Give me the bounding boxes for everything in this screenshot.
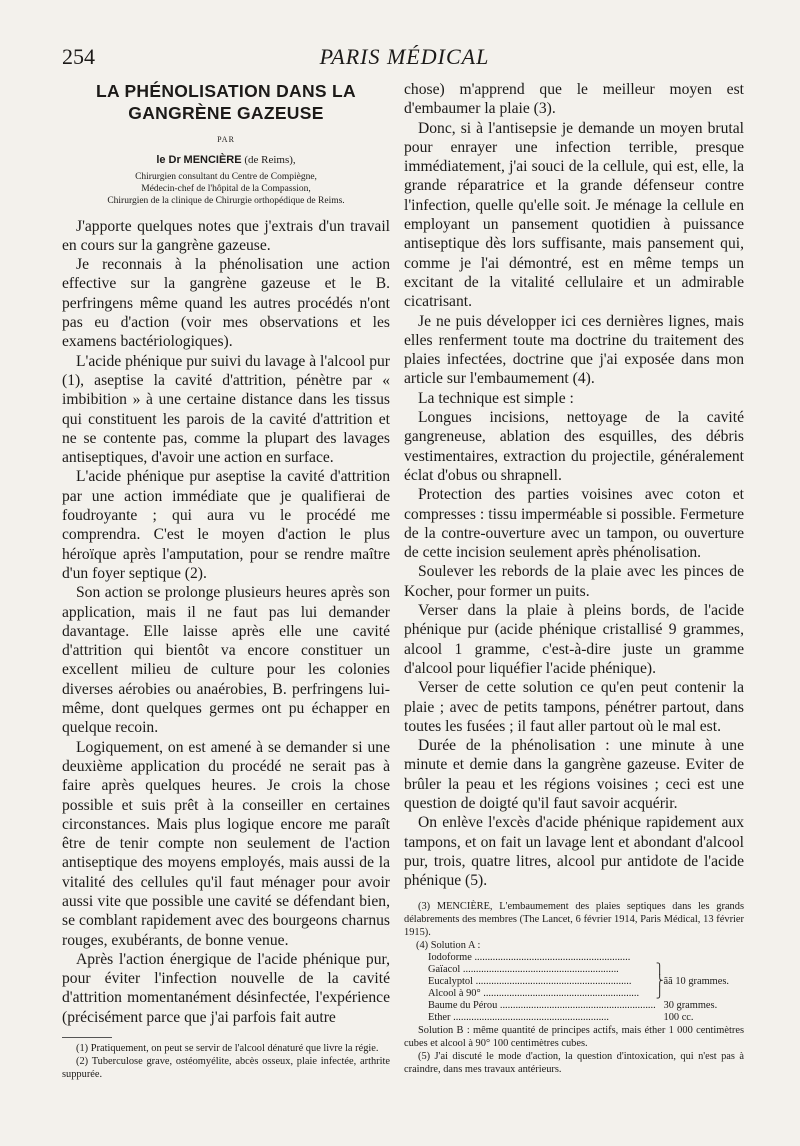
left-column	[62, 80, 390, 1081]
footnote-3: (3) MENCIÈRE, L'embaumement des plaies septiques dans les grands délabrements des membres (The Lancet, 6 février 1914, Paris Médical, 13 février 1915).	[404, 901, 744, 939]
author-name: MENCIÈRE	[183, 154, 242, 167]
solution-row	[428, 1012, 729, 1024]
footnote-2: (2) Tuberculose grave, ostéomyélite, abcès osseux, plaie infectée, arthrite suppurée.	[62, 1056, 390, 1081]
body-paragraph: Longues incisions, nettoyage de la cavité gangreneuse, ablation des esquilles, des débris vestimentaires, extraction du projectile, généralement éclat d'obus ou shrapnell.	[404, 409, 744, 484]
brace-mark	[656, 952, 664, 964]
page-number: 254	[62, 44, 95, 69]
article-title	[62, 80, 390, 124]
ingredient-name: Alcool à 90° ............................................................	[428, 988, 640, 1000]
brace-mark: ⎬	[655, 976, 664, 988]
ingredient-quantity	[664, 988, 730, 1000]
body-paragraph: Verser de cette solution ce qu'en peut contenir la plaie ; avec de petits tampons, pénétrer partout, dans toutes les fusées ; il faut aller partout où le mal est.	[404, 679, 744, 735]
affiliation: Chirurgien de la clinique de Chirurgie orthopédique de Reims.	[107, 195, 345, 206]
ingredient-quantity: 30 grammes.	[663, 1000, 718, 1012]
page-header	[62, 44, 747, 74]
brace-mark	[656, 1000, 664, 1012]
solution-a-table	[428, 952, 729, 1024]
body-paragraph: Soulever les rebords de la plaie avec les pinces de Kocher, pour former un puits.	[404, 563, 744, 600]
brace-mark: ⎫	[655, 964, 664, 976]
brace-mark	[656, 1012, 664, 1024]
body-paragraph: Protection des parties voisines avec coton et compresses : tissu imperméable si possible. Fermeture de la contre-ouverture avec un tampon, ou ouverture de cette incision seulement après phénolisation.	[404, 486, 744, 562]
body-paragraph: Je ne puis développer ici ces dernières lignes, mais elles renferment toute ma doctrine du traitement des plaies infectées, doctrine que j'ai exposée dans mon article sur l'embaumement (4).	[404, 312, 744, 388]
solution-row	[428, 988, 729, 1000]
right-column	[404, 80, 744, 1076]
body-paragraph: Après l'action énergique de l'acide phénique pur, pour éviter l'infection nouvelle de la cavité d'attrition momentanément désinfectée, l'expérience (précisément parce que j'ai parfois fait autre	[62, 950, 390, 1026]
body-paragraph: Logiquement, on est amené à se demander si une deuxième application du procédé ne serait pas à faire après quelques heures. Je crois la chose possible et suis prêt à la conseiller en certaines circonstances. Mais plus logique encore me paraît être de tenir compte non seulement de l'action antiseptique des moyens employés, mais aussi de la vitalité des cellules qu'il faut ménager pour avoir aussi vite que possible une cavité se défendant bien, se comblant rapidement avec des bourgeons charnus rouges, exubérants, de bonne venue.	[62, 738, 390, 949]
footnote-separator	[62, 1037, 112, 1038]
ingredient-name: Iodoforme ............................................................	[428, 952, 631, 964]
ingredient-name: Eucalyptol ............................................................	[428, 976, 632, 988]
body-paragraph: La technique est simple :	[418, 389, 574, 407]
affiliation: Médecin-chef de l'hôpital de la Compassion,	[141, 183, 311, 194]
author-suffix: (de Reims),	[244, 154, 296, 167]
ingredient-name: Gaïacol ............................................................	[428, 964, 619, 976]
body-paragraph: Donc, si à l'antisepsie je demande un moyen brutal pour enrayer une infection terrible, presque immédiatement, j'ai souci de la cellule, qui est, elle, la grande réparatrice et la grande défenseur contre l'infection, quelle qu'elle soit. Je ménage la cellule en employant un pansement quotidien à puissance antiseptique dès lors suffisante, mais pansement qui, comme je l'ai démontré, est en même temps un excitant de la vitalité cellulaire et un admirable cicatrisant.	[404, 119, 744, 311]
title-line-1: LA PHÉNOLISATION DANS LA	[96, 81, 356, 101]
solution-row	[428, 952, 729, 964]
author-line	[62, 151, 390, 170]
body-paragraph: Son action se prolonge plusieurs heures après son application, mais il ne faut pas lui demander davantage. Elle laisse après elle une cavité d'attrition qui bientôt va encore constituer un excellent milieu de culture pour les colonies diverses aérobies ou anaérobies, B. perfringens lui-même, dont quelques germes ont pu échapper en quelque recoin.	[62, 584, 390, 737]
author-prefix: le Dr	[156, 154, 181, 167]
title-line-2: GANGRÈNE GAZEUSE	[128, 103, 324, 123]
footnote-5: (5) J'ai discuté le mode d'action, la question d'intoxication, qui n'est pas à craindre, dans mes travaux antérieurs.	[404, 1051, 744, 1076]
solution-b: Solution B : même quantité de principes actifs, mais éther 1 000 centimètres cubes et alcool à 90° 100 centimètres cubes.	[404, 1025, 744, 1050]
body-paragraph: Verser dans la plaie à pleins bords, de l'acide phénique pur (acide phénique cristallisé 9 grammes, alcool 1 gramme, c'est-à-dire juste un gramme d'alcool pour liquéfier l'acide phénique).	[404, 602, 744, 677]
body-paragraph: Je reconnais à la phénolisation une action effective sur la gangrène gazeuse et le B. perfringens même quand les autres procédés n'ont pas eu d'action (voir mes observations et les examens bactériologiques).	[62, 256, 390, 351]
ingredient-name: Ether ............................................................	[428, 1012, 609, 1024]
solution-row	[428, 1000, 729, 1012]
author-affiliations	[62, 171, 390, 207]
ingredient-quantity	[664, 964, 730, 976]
solution-row	[428, 964, 729, 976]
ingredient-quantity	[664, 952, 730, 964]
solution-row	[428, 976, 729, 988]
footnote-4-title: (4) Solution A :	[416, 940, 481, 952]
body-paragraph: Durée de la phénolisation : une minute à une minute et demie dans la gangrène gazeuse. Eviter de brûler la peau et les régions voisines ; ceci est une question de doigté qu'il faut savoir acquérir.	[404, 737, 744, 812]
running-title: PARIS MÉDICAL	[319, 44, 490, 69]
body-paragraph: L'acide phénique pur suivi du lavage à l'alcool pur (1), aseptise la cavité d'attrition, pénètre par « imbibition » à une certaine distance dans les tissus qui constituent les parois de la cavité d'attrition et ne se contente pas, comme la plupart des lavages antiseptiques, d'avoir une action en surface.	[62, 352, 390, 467]
affiliation: Chirurgien consultant du Centre de Compiègne,	[135, 171, 317, 182]
ingredient-name: Baume du Pérou ............................................................	[428, 1000, 656, 1012]
body-paragraph: chose) m'apprend que le meilleur moyen est d'embaumer la plaie (3).	[404, 81, 744, 118]
footnote-1: (1) Pratiquement, on peut se servir de l'alcool dénaturé que livre la régie.	[76, 1043, 379, 1055]
footnotes-right	[404, 900, 744, 1076]
ingredient-quantity: 100 cc.	[663, 1012, 694, 1024]
body-paragraph: L'acide phénique pur aseptise la cavité d'attrition par une action immédiate que je qualifierai de foudroyante ; qui aura vu le procédé me comprendra. C'est le moyen d'action le plus héroïque après l'amputation, pour se rendre maître d'un foyer septique (2).	[62, 468, 390, 582]
ingredient-quantity: ãã 10 grammes.	[663, 976, 730, 988]
body-paragraph: J'apporte quelques notes que j'extrais d'un travail en cours sur la gangrène gazeuse.	[62, 217, 390, 254]
body-paragraph: On enlève l'excès d'acide phénique rapidement aux tampons, et on fait un lavage lent et abondant d'alcool pur, trois, quatre litres, alcool pur antidote de l'acide phénique (5).	[404, 814, 744, 890]
brace-mark: ⎭	[655, 988, 664, 1000]
byline-par: PAR	[217, 135, 235, 144]
